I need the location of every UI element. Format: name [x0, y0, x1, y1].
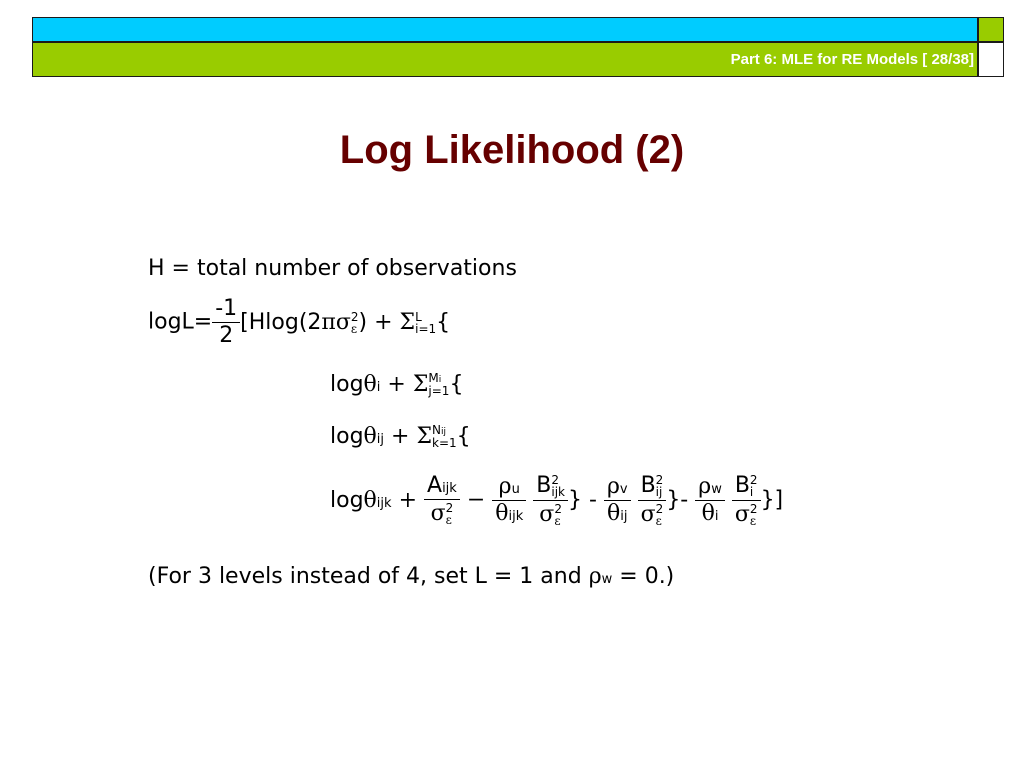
equation-line-4: logθijk + Aijk σ 2 ε − $\frac{\rho u}{\text{θijk}}$ B 2 ijk σ 2 ε } - $\frac{\rho v}{\text{θij}}$ B 2 ij σ 2 ε }- $\frac{\rho w}{\theta i}$ B 2 i σ 2 ε }] — [330, 473, 784, 528]
footnote-suffix: = 0.) — [619, 564, 675, 589]
slide-label: Part 6: MLE for RE Models [ 28/38] — [730, 51, 974, 68]
fraction-b-ij-over-sigma: B 2 ij σ 2 ε — [638, 474, 667, 527]
equation-line-3: logθij + Σ Nij k=1 { — [330, 423, 471, 450]
fraction-rho-v-over-theta: $\frac{\rho v}{\text{θij}}$ — [604, 476, 631, 525]
footnote-prefix: (For 3 levels instead of 4, set L = 1 and — [148, 564, 582, 589]
h-definition-text: total number of observations — [196, 256, 517, 281]
equation-line-2: logθi + Σ Mi j=1 { — [330, 371, 464, 398]
fraction-b-i-over-sigma: B 2 i σ 2 ε — [732, 474, 761, 527]
fraction-b-ijk-over-sigma: B 2 ijk σ 2 ε — [533, 474, 568, 527]
header-corner-square-bottom — [978, 42, 1004, 77]
footnote: (For 3 levels instead of 4, set L = 1 and ρw = 0.) — [148, 564, 675, 589]
header-top-bar — [32, 17, 978, 42]
slide-title: Log Likelihood (2) — [339, 128, 685, 172]
fraction-rho-w-over-theta: $\frac{\rho w}{\theta i}$ — [695, 476, 725, 525]
header-corner-square-top — [978, 17, 1004, 42]
equation-line-1: logL= $\frac{-1}{2}$ [Hlog(2πσ 2 ε ) + Σ L i=1 { — [148, 296, 451, 348]
fraction-neg-half: $\frac{-1}{2}$ — [212, 298, 240, 347]
fraction-rho-u-over-theta: $\frac{\rho u}{\text{θijk}}$ — [492, 476, 526, 525]
h-definition: H = total number of observations — [148, 256, 517, 281]
fraction-a-over-sigma: Aijk σ 2 ε — [424, 475, 460, 526]
